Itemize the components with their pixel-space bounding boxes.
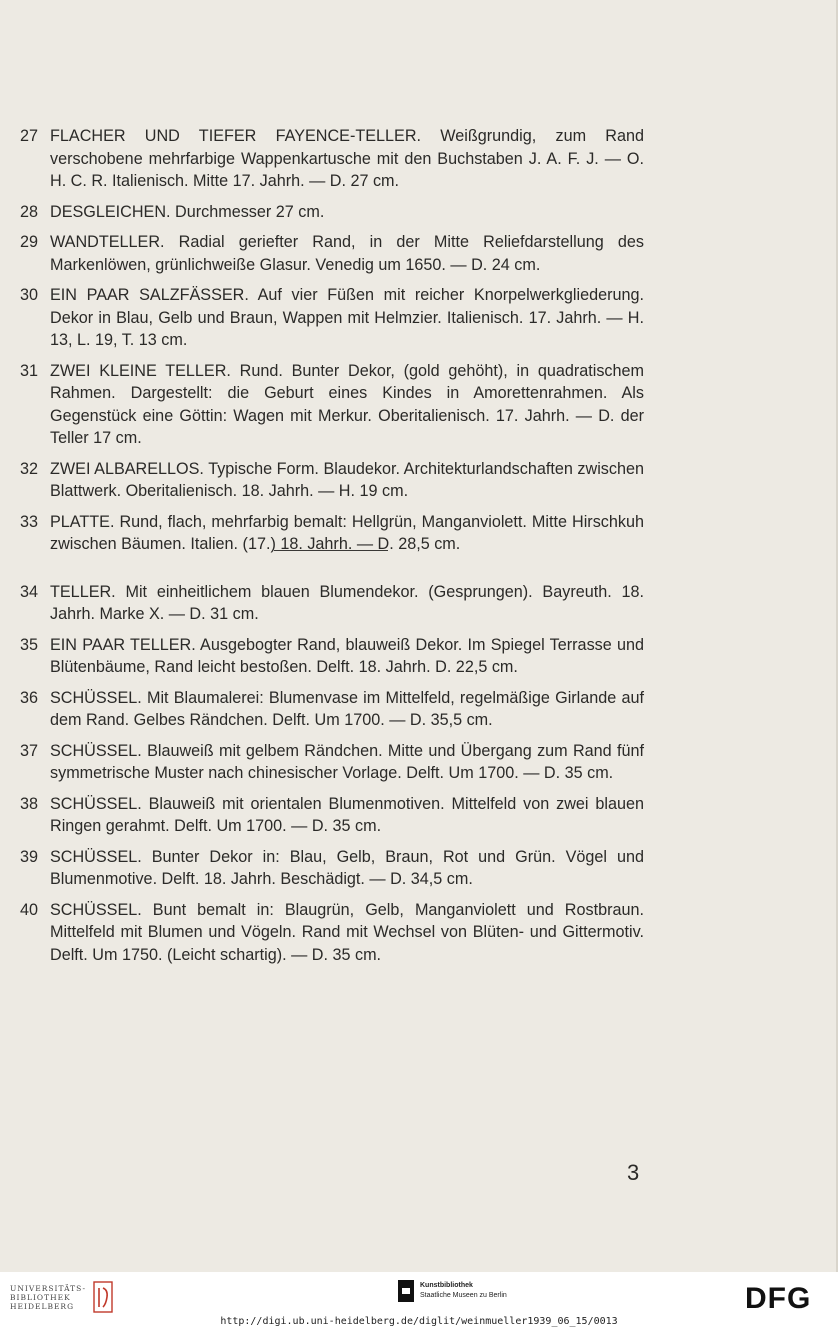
- catalog-entry: [20, 581, 644, 626]
- entry-text: PLATTE. Rund, flach, mehrfarbig bemalt: Hellgrün, Manganviolett. Mitte Hirschkuh zwischen Bäumen. Italien. (17.) 18. Jahrh. — D. 28,5 cm.: [50, 512, 644, 553]
- entry-text: SCHÜSSEL. Blauweiß mit gelbem Rändchen. Mitte und Übergang zum Rand fünf symmetrische Muster nach chinesischer Vorlage. Delft. Um 1700. — D. 35 cm.: [50, 741, 644, 782]
- catalog-entry: [20, 511, 644, 556]
- entry-number: 39: [20, 847, 39, 866]
- entry-text: SCHÜSSEL. Blauweiß mit orientalen Blumenmotiven. Mittelfeld von zwei blauen Ringen gerahmt. Delft. Um 1700. — D. 35 cm.: [50, 794, 644, 835]
- catalog-entry: [20, 284, 644, 352]
- kunstbibliothek-title: Kunstbibliothek: [420, 1282, 473, 1289]
- entry-text: ZWEI ALBARELLOS. Typische Form. Blaudekor. Architekturlandschaften zwischen Blattwerk. Oberitalienisch. 18. Jahrh. — H. 19 cm.: [50, 459, 644, 500]
- dfg-logo[interactable]: DFG: [745, 1282, 812, 1315]
- entry-text: EIN PAAR TELLER. Ausgebogter Rand, blauweiß Dekor. Im Spiegel Terrasse und Blütenbäume, Rand leicht bestoßen. Delft. 18. Jahrh. D. 22,5 cm.: [50, 635, 644, 676]
- university-library-logo[interactable]: [10, 1280, 114, 1314]
- catalog-entry: [20, 125, 644, 193]
- page-number: 3: [627, 1160, 640, 1185]
- entry-text: SCHÜSSEL. Bunt bemalt in: Blaugrün, Gelb, Manganviolett und Rostbraun. Mittelfeld mit Blumen und Vögeln. Rand mit Wechsel von Blüten- und Gittermotiv. Delft. Um 1750. (Leicht schartig). — D. 35 cm.: [50, 900, 644, 964]
- entry-number: 30: [20, 286, 39, 304]
- entry-number: 38: [20, 794, 39, 813]
- entry-number: 27: [20, 127, 39, 145]
- catalog-entries: [20, 125, 644, 974]
- entry-text: WANDTELLER. Radial geriefter Rand, in der Mitte Reliefdarstellung des Markenlöwen, grünlichweiße Glasur. Venedig um 1650. — D. 24 cm.: [50, 233, 644, 274]
- catalog-entry: [20, 201, 644, 224]
- entry-text: ZWEI KLEINE TELLER. Rund. Bunter Dekor, (gold gehöht), in quadratischem Rahmen. Dargestellt: die Geburt eines Kindes in Amorettenrahmen. Als Gegenstück eine Göttin: Wagen mit Merkur. Oberitalienisch. 17. Jahrh. — D. der Teller 17 cm.: [50, 361, 644, 447]
- entry-text: EIN PAAR SALZFÄSSER. Auf vier Füßen mit reicher Knorpelwerkgliederung. Dekor in Blau, Gelb und Braun, Wappen mit Helmzier. Italienisch. 17. Jahrh. — H. 13, L. 19, T. 13 cm.: [50, 286, 644, 349]
- entry-number: 40: [20, 900, 39, 919]
- university-seal-icon: [92, 1280, 114, 1314]
- catalog-entry: [20, 634, 644, 679]
- entry-number: 36: [20, 688, 39, 707]
- source-url-link[interactable]: http://digi.ub.uni-heidelberg.de/diglit/weinmueller1939_06_15/0013: [220, 1316, 618, 1327]
- catalog-entry: [20, 687, 644, 732]
- kunstbibliothek-icon: [398, 1280, 414, 1302]
- entry-text: DESGLEICHEN. Durchmesser 27 cm.: [50, 202, 325, 221]
- footer-bar: [0, 1272, 838, 1330]
- entry-number: 35: [20, 635, 39, 654]
- entry-text: SCHÜSSEL. Mit Blaumalerei: Blumenvase im Mittelfeld, regelmäßige Girlande auf dem Rand. Gelbes Rändchen. Delft. Um 1700. — D. 35,5 cm.: [50, 688, 644, 729]
- entry-text: TELLER. Mit einheitlichem blauen Blumendekor. (Gesprungen). Bayreuth. 18. Jahrh. Marke X. — D. 31 cm.: [50, 582, 644, 623]
- entry-number: 34: [20, 582, 39, 601]
- entry-text: SCHÜSSEL. Bunter Dekor in: Blau, Gelb, Braun, Rot und Grün. Vögel und Blumenmotive. Delft. 18. Jahrh. Beschädigt. — D. 34,5 cm.: [50, 847, 644, 888]
- catalog-entry: [20, 793, 644, 838]
- catalog-entry: [20, 458, 644, 503]
- catalog-entry: [20, 231, 644, 276]
- catalog-entry: [20, 899, 644, 967]
- kunstbibliothek-subtitle: Staatliche Museen zu Berlin: [420, 1292, 507, 1299]
- entry-number: 31: [20, 361, 39, 380]
- entry-number: 29: [20, 233, 39, 251]
- entry-number: 28: [20, 202, 39, 221]
- catalog-entry: [20, 360, 644, 450]
- kunstbibliothek-logo[interactable]: [398, 1280, 507, 1302]
- entry-number: 32: [20, 459, 39, 478]
- catalog-entry: [20, 846, 644, 891]
- catalog-entry: [20, 740, 644, 785]
- university-library-name: UNIVERSITÄTS- BIBLIOTHEK HEIDELBERG: [10, 1283, 87, 1311]
- entry-number: 33: [20, 512, 39, 531]
- entry-number: 37: [20, 741, 39, 760]
- entry-text: FLACHER UND TIEFER FAYENCE-TELLER. Weißgrundig, zum Rand verschobene mehrfarbige Wappenkartusche mit den Buchstaben J. A. F. J. — O. H. C. R. Italienisch. Mitte 17. Jahrh. — D. 27 cm.: [50, 127, 644, 190]
